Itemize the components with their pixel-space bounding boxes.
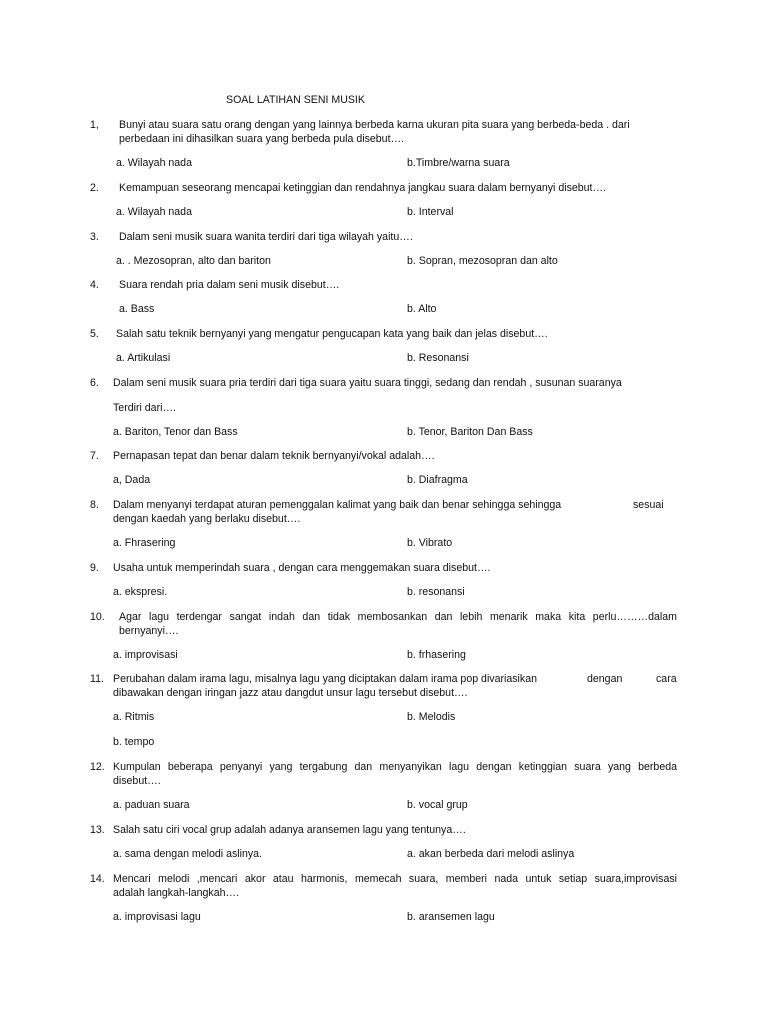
question-text: Bunyi atau suara satu orang dengan yang lainnya berbeda karna ukuran pita suara yang berbeda-beda . dari	[119, 119, 630, 131]
question-text: perbedaan ini dihasilkan suara yang berbeda pula disebut….	[119, 133, 405, 145]
question-number: 3.	[90, 231, 99, 243]
question-text: Pernapasan tepat dan benar dalam teknik bernyanyi/vokal adalah….	[113, 450, 435, 462]
question-number: 5.	[90, 328, 99, 340]
option-a: a. paduan suara	[113, 799, 190, 811]
question-text: dengan	[587, 673, 623, 685]
question-text: disebut….	[113, 775, 161, 787]
question-text: bernyanyi….	[119, 625, 179, 637]
question-number: 2.	[90, 182, 99, 194]
question-text: sesuai	[633, 499, 664, 511]
question-number: 11.	[90, 673, 104, 685]
option-b: b. vocal grup	[407, 799, 468, 811]
question-number: 10.	[90, 611, 105, 623]
question-text: Terdiri dari….	[113, 402, 176, 414]
question-number: 8.	[90, 499, 99, 511]
option-a: a. Fhrasering	[113, 537, 176, 549]
option-a: a. Bariton, Tenor dan Bass	[113, 426, 238, 438]
option-a: a. Bass	[119, 303, 155, 315]
question-text: Dalam menyanyi terdapat aturan pemenggalan kalimat yang baik dan benar sehingga sehingga	[113, 499, 562, 511]
question-text: Agar lagu terdengar sangat indah dan tidak membosankan dan lebih menarik maka kita perlu………dalam	[119, 611, 677, 623]
question-text: Dalam seni musik suara pria terdiri dari tiga suara yaitu suara tinggi, sedang dan rendah , susunan suaranya	[113, 377, 622, 389]
option-a: a. sama dengan melodi aslinya.	[113, 848, 262, 860]
option-a: a. Artikulasi	[116, 352, 171, 364]
option-b: b. Interval	[407, 206, 454, 218]
question-number: 7.	[90, 450, 99, 462]
option-c: b. tempo	[113, 736, 155, 748]
option-b: a. akan berbeda dari melodi aslinya	[407, 848, 575, 860]
option-b: b. Melodis	[407, 711, 456, 723]
question-number: 9.	[90, 562, 99, 574]
option-b: b. Sopran, mezosopran dan alto	[407, 255, 558, 267]
question-text: Salah satu ciri vocal grup adalah adanya aransemen lagu yang tentunya….	[113, 824, 466, 836]
question-text: Kumpulan beberapa penyanyi yang tergabung dan menyanyikan lagu dengan ketinggian suara yang berbeda	[113, 761, 677, 773]
option-b: b. Tenor, Bariton Dan Bass	[407, 426, 533, 438]
question-number: 6.	[90, 377, 99, 389]
question-number: 13.	[90, 824, 105, 836]
option-b: b. Resonansi	[407, 352, 469, 364]
question-text: Kemampuan seseorang mencapai ketinggian dan rendahnya jangkau suara dalam bernyanyi disebut….	[119, 182, 607, 194]
option-b: b. Vibrato	[407, 537, 453, 549]
option-b: b. Diafragma	[407, 474, 468, 486]
option-b: b. resonansi	[407, 586, 465, 598]
option-a: a. improvisasi lagu	[113, 911, 201, 923]
question-text: adalah langkah-langkah….	[113, 887, 240, 899]
option-a: a. Ritmis	[113, 711, 155, 723]
question-number: 14.	[90, 873, 105, 885]
page-title: SOAL LATIHAN SENI MUSIK	[226, 94, 365, 106]
question-number: 12.	[90, 761, 105, 773]
option-b: b. Alto	[407, 303, 437, 315]
question-text: Usaha untuk memperindah suara , dengan cara menggemakan suara disebut….	[113, 562, 491, 574]
option-a: a. ekspresi.	[113, 586, 168, 598]
question-text: Suara rendah pria dalam seni musik disebut….	[119, 279, 340, 291]
option-a: a. . Mezosopran, alto dan bariton	[116, 255, 271, 267]
question-text: Salah satu teknik bernyanyi yang mengatur pengucapan kata yang baik dan jelas disebut….	[116, 328, 548, 340]
option-a: a, Dada	[113, 474, 151, 486]
option-b: b.Timbre/warna suara	[407, 157, 510, 169]
option-b: b. frhasering	[407, 649, 466, 661]
option-a: a. improvisasi	[113, 649, 178, 661]
question-text: dengan kaedah yang berlaku disebut….	[113, 513, 301, 525]
option-b: b. aransemen lagu	[407, 911, 495, 923]
question-text: Perubahan dalam irama lagu, misalnya lagu yang diciptakan dalam irama pop divariasikan	[113, 673, 537, 685]
question-number: 4.	[90, 279, 99, 291]
question-text: dibawakan dengan iringan jazz atau dangdut unsur lagu tersebut disebut….	[113, 687, 468, 699]
question-number: 1,	[90, 119, 99, 131]
question-text: cara	[656, 673, 677, 685]
option-a: a. Wilayah nada	[116, 157, 192, 169]
question-text: Dalam seni musik suara wanita terdiri dari tiga wilayah yaitu….	[119, 231, 413, 243]
option-a: a. Wilayah nada	[116, 206, 192, 218]
question-text: Mencari melodi ,mencari akor atau harmonis, memecah suara, memberi nada untuk setiap suara,improvisasi	[113, 873, 677, 885]
